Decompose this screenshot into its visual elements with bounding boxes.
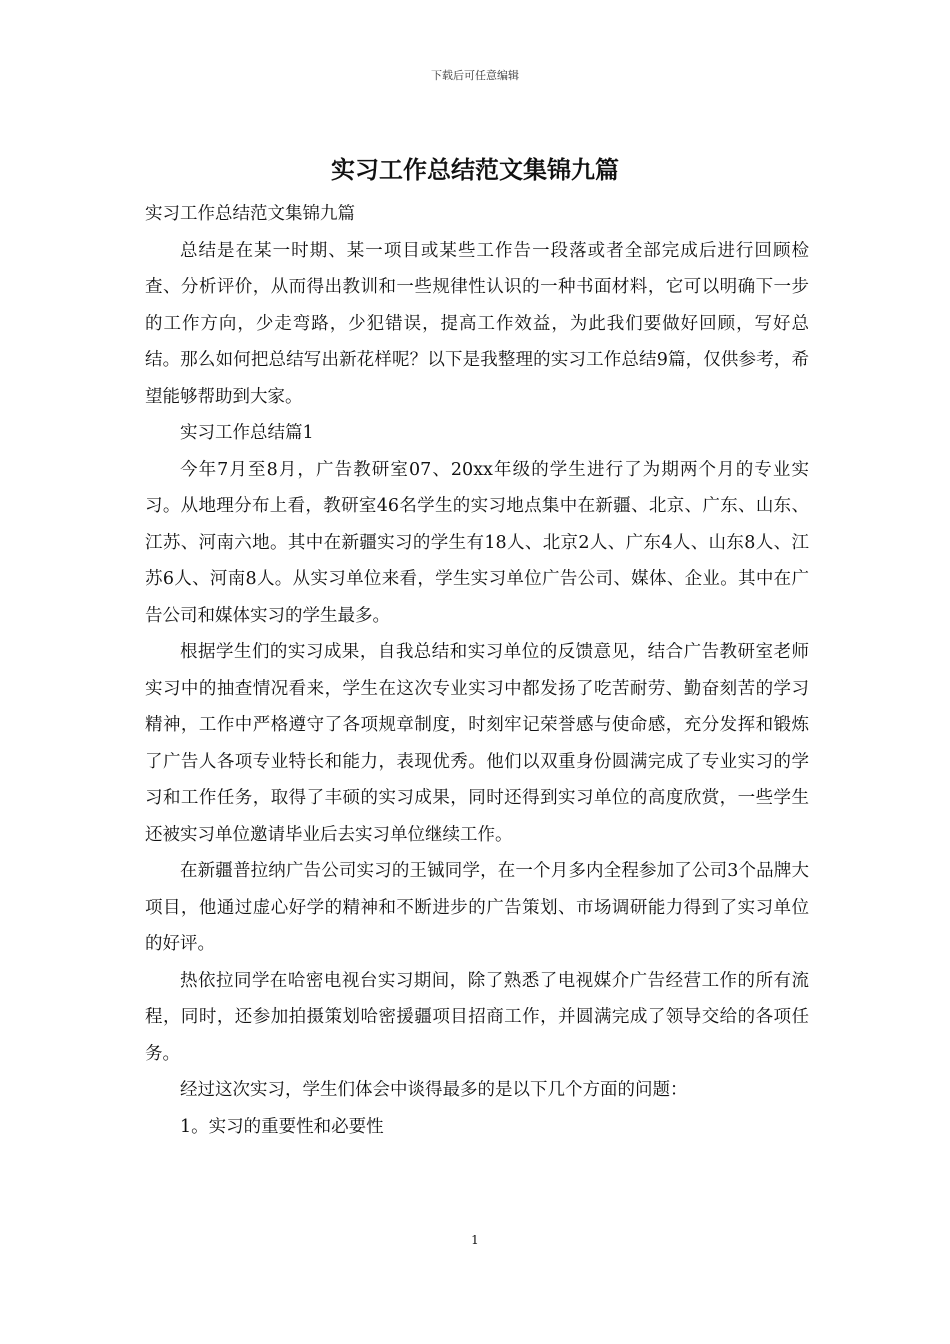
body-paragraph: 今年7月至8月，广告教研室07、20xx年级的学生进行了为期两个月的专业实习。从地理分布上看，教研室46名学生的实习地点集中在新疆、北京、广东、山东、江苏、河南六地。其中在新疆实习的学生有18人、北京2人、广东4人、山东8人、江苏6人、河南8人。从实习单位来看，学生实习单位广告公司、媒体、企业。其中在广告公司和媒体实习的学生最多。 [145,459,809,626]
subtitle-paragraph: 实习工作总结范文集锦九篇 [145,204,355,224]
body-paragraph: 热依拉同学在哈密电视台实习期间，除了熟悉了电视媒介广告经营工作的所有流程，同时，还参加拍摄策划哈密援疆项目招商工作，并圆满完成了领导交给的各项任务。 [145,970,809,1064]
body-paragraph: 根据学生们的实习成果，自我总结和实习单位的反馈意见，结合广告教研室老师实习中的抽查情况看来，学生在这次专业实习中都发扬了吃苦耐劳、勤奋刻苦的学习精神，工作中严格遵守了各项规章制度，时刻牢记荣誉感与使命感，充分发挥和锻炼了广告人各项专业特长和能力，表现优秀。他们以双重身份圆满完成了专业实习的学习和工作任务，取得了丰硕的实习成果，同时还得到实习单位的高度欣赏，一些学生还被实习单位邀请毕业后去实习单位继续工作。 [145,642,809,845]
body-paragraph: 经过这次实习，学生们体会中谈得最多的是以下几个方面的问题： [180,1080,688,1100]
document-title: 实习工作总结范文集锦九篇 [331,155,619,184]
header-note: 下载后可任意编辑 [431,69,519,82]
section-heading: 实习工作总结篇1 [180,423,314,443]
body-paragraph: 在新疆普拉纳广告公司实习的王铖同学，在一个月多内全程参加了公司3个品牌大项目，他通过虚心好学的精神和不断进步的广告策划、市场调研能力得到了实习单位的好评。 [145,861,809,954]
list-item: 1。实习的重要性和必要性 [180,1116,384,1137]
intro-paragraph: 总结是在某一时期、某一项目或某些工作告一段落或者全部完成后进行回顾检查、分析评价，从而得出教训和一些规律性认识的一种书面材料，它可以明确下一步的工作方向，少走弯路，少犯错误，提高工作效益，为此我们要做好回顾，写好总结。那么如何把总结写出新花样呢？以下是我整理的实习工作总结9篇，仅供参考，希望能够帮助到大家。 [145,240,809,407]
document-body [145,196,809,1145]
page-number: 1 [471,1233,479,1247]
